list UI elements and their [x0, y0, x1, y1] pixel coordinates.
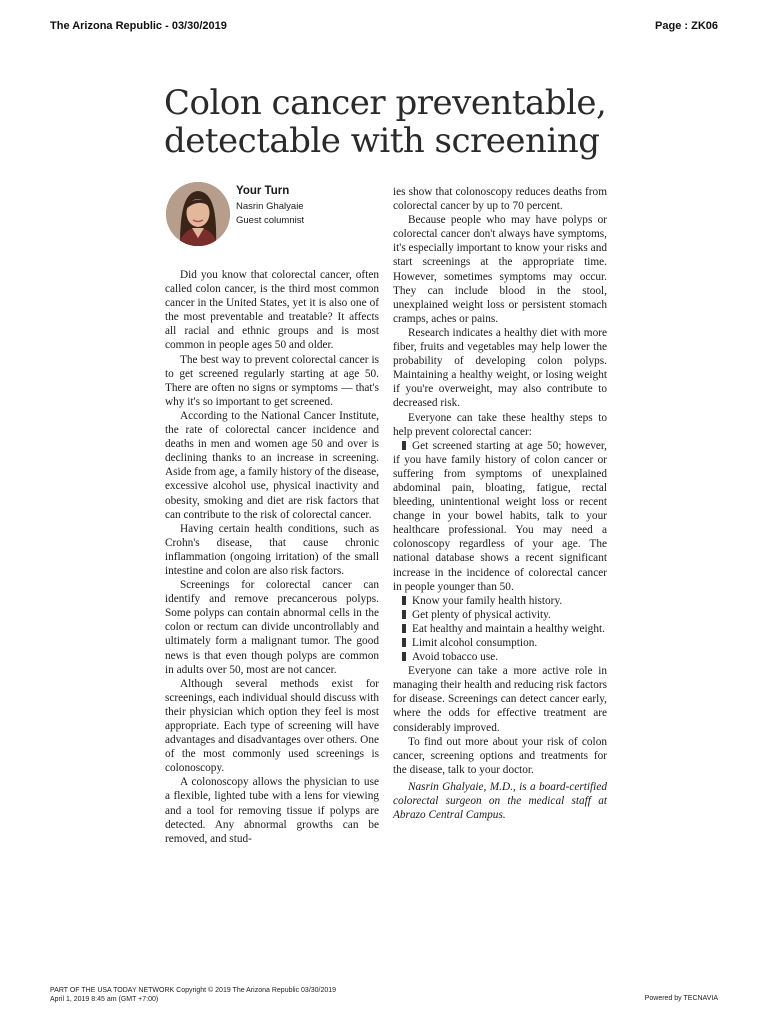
bullet-item: Limit alcohol consumption.: [393, 636, 607, 650]
column-name: Your Turn: [236, 185, 290, 197]
paragraph: Screenings for colorectal cancer can identify and remove precancerous polyps. Some polyps can contain abnormal cells in the colon or rectum can divide uncontrollably and ultimately form a malignant tumor. The good news is that even though polyps are common in adults over 50, most are not cancer.: [165, 579, 379, 676]
paragraph: ies show that colonoscopy reduces deaths from colorectal cancer by up to 70 percent.: [393, 186, 607, 213]
article-headline: [164, 84, 724, 160]
paragraph: Everyone can take a more active role in managing their health and reducing risk factors for disease. Screenings can detect cancer early, where the odds for effective treatment are considerably improved.: [393, 665, 607, 734]
author-role: Guest columnist: [236, 215, 305, 226]
byline-text: [236, 185, 304, 228]
bullet-item: Avoid tobacco use.: [393, 650, 607, 664]
author-note: Nasrin Ghalyaie, M.D., is a board-certified colorectal surgeon on the medical staff at Abrazo Central Campus.: [393, 780, 607, 822]
page-number: Page : ZK06: [655, 20, 718, 32]
author-photo: [166, 182, 230, 246]
timestamp-line: April 1, 2019 8:45 am (GMT +7:00): [50, 996, 159, 1003]
paragraph: Everyone can take these healthy steps to help prevent colorectal cancer:: [393, 411, 607, 438]
bullet-item: Know your family health history.: [393, 594, 607, 608]
paragraph: Because people who may have polyps or colorectal cancer don't always have symptoms, it's especially important to know your risks and start screenings at the appropriate time. However, sometimes symptoms may occur. They can include blood in the stool, unexplained weight loss or persistent stomach cramps, aches or pains.: [393, 214, 607, 325]
bullet-item: Eat healthy and maintain a healthy weight.: [393, 622, 607, 636]
paragraph: Although several methods exist for screenings, each individual should discuss with their physician which option they feel is most appropriate. Each type of screening will have advantages and disadvantages over others. One of the most commonly used screenings is colonoscopy.: [165, 677, 379, 775]
headline-line-2: detectable with screening: [164, 121, 600, 161]
paragraph: To find out more about your risk of colon cancer, screening options and treatments for the disease, talk to your doctor.: [393, 735, 607, 776]
article-column-1: [165, 268, 379, 846]
headline-line-1: Colon cancer preventable,: [164, 83, 607, 123]
bullet-item: Get plenty of physical activity.: [393, 608, 607, 622]
paragraph: According to the National Cancer Institute, the rate of colorectal cancer incidence and deaths in men and women age 50 and over is declining thanks to an increase in screening. Aside from age, a family history of the disease, excessive alcohol use, physical inactivity and obesity, smoking and diet are risk factors that can contribute to the risk of colorectal cancer.: [165, 409, 379, 521]
paragraph: Research indicates a healthy diet with more fiber, fruits and vegetables may help lower the probability of developing colon polyps. Maintaining a healthy weight, or losing weight if you're overweight, may also contribute to decreased risk.: [393, 326, 607, 410]
paragraph: The best way to prevent colorectal cancer is to get screened regularly starting at age 50. There are often no signs or symptoms — that's why it's so important to get screened.: [165, 353, 379, 408]
copyright-footer: [50, 986, 336, 1004]
paragraph: A colonoscopy allows the physician to use a flexible, lighted tube with a lens for viewing and a tool for removing tissue if polyps are detected. Any abnormal growths can be removed, and stud-: [165, 776, 379, 845]
paragraph: Did you know that colorectal cancer, often called colon cancer, is the third most common cancer in the United States, yet it is also one of the most preventable and treatable? It affects all racial and ethnic groups and is most common in people ages 50 and older.: [165, 269, 379, 352]
copyright-line: PART OF THE USA TODAY NETWORK Copyright © 2019 The Arizona Republic 03/30/2019: [50, 987, 337, 994]
article-column-2: [393, 185, 607, 822]
paragraph: Having certain health conditions, such as Crohn's disease, that cause chronic inflammation (ongoing irritation) of the small intestine and colon are also risk factors.: [165, 522, 379, 577]
powered-by: Powered by TECNAVIA: [644, 995, 718, 1002]
publication-header: The Arizona Republic - 03/30/2019: [50, 20, 227, 32]
bullet-item: Get screened starting at age 50; however, if you have family history of colon cancer or suffering from symptoms of unexplained abdominal pain, bloating, fatigue, rectal bleeding, unintentional weight loss or recent change in your bowel habits, talk to your healthcare professional. You may need a colonoscopy regardless of your age. The national database shows a recent significant increase in the incidence of colorectal cancer in people younger than 50.: [393, 439, 607, 593]
byline: [166, 182, 381, 252]
author-name: Nasrin Ghalyaie: [236, 201, 304, 212]
